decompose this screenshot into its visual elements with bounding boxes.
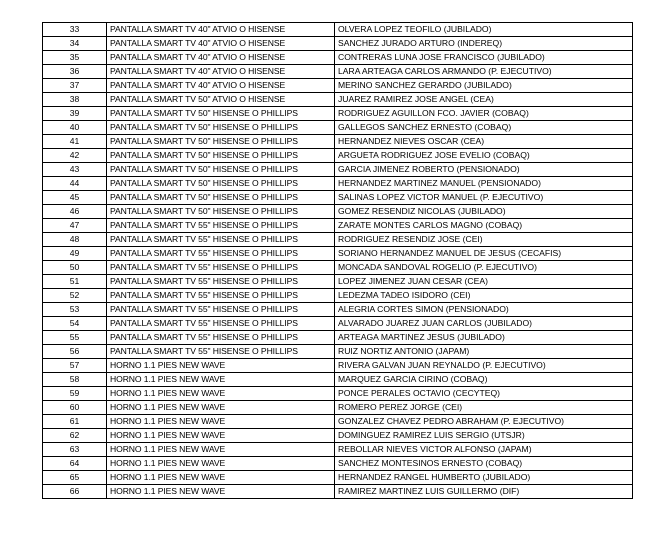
table-row (43, 37, 633, 51)
recipient-name-cell: GOMEZ RESENDIZ NICOLAS (JUBILADO) (335, 205, 633, 219)
table-row (43, 303, 633, 317)
item-description-cell: PANTALLA SMART TV 50" HISENSE O PHILLIPS (107, 121, 335, 135)
row-number-cell: 45 (43, 191, 107, 205)
recipient-name-cell: SANCHEZ JURADO ARTURO (INDEREQ) (335, 37, 633, 51)
item-description-cell: PANTALLA SMART TV 50" ATVIO O HISENSE (107, 93, 335, 107)
item-description-cell: PANTALLA SMART TV 55" HISENSE O PHILLIPS (107, 261, 335, 275)
recipient-name-cell: DOMINGUEZ RAMIREZ LUIS SERGIO (UTSJR) (335, 429, 633, 443)
item-description-cell: PANTALLA SMART TV 50" HISENSE O PHILLIPS (107, 163, 335, 177)
recipient-name-cell: ARGUETA RODRIGUEZ JOSE EVELIO (COBAQ) (335, 149, 633, 163)
recipient-name-cell: ROMERO PEREZ JORGE (CEI) (335, 401, 633, 415)
row-number-cell: 61 (43, 415, 107, 429)
row-number-cell: 33 (43, 23, 107, 37)
table-row (43, 485, 633, 499)
table-row (43, 373, 633, 387)
table-row (43, 387, 633, 401)
row-number-cell: 66 (43, 485, 107, 499)
row-number-cell: 60 (43, 401, 107, 415)
row-number-cell: 55 (43, 331, 107, 345)
table-row (43, 331, 633, 345)
item-description-cell: HORNO 1.1 PIES NEW WAVE (107, 485, 335, 499)
item-description-cell: HORNO 1.1 PIES NEW WAVE (107, 415, 335, 429)
item-description-cell: PANTALLA SMART TV 40" ATVIO O HISENSE (107, 65, 335, 79)
row-number-cell: 41 (43, 135, 107, 149)
row-number-cell: 37 (43, 79, 107, 93)
table-row (43, 457, 633, 471)
row-number-cell: 54 (43, 317, 107, 331)
table-row (43, 107, 633, 121)
table-row (43, 415, 633, 429)
table-row (43, 443, 633, 457)
table-body (43, 23, 633, 499)
item-description-cell: PANTALLA SMART TV 50" HISENSE O PHILLIPS (107, 107, 335, 121)
recipient-name-cell: RIVERA GALVAN JUAN REYNALDO (P. EJECUTIVO) (335, 359, 633, 373)
recipient-name-cell: LOPEZ JIMENEZ JUAN CESAR (CEA) (335, 275, 633, 289)
row-number-cell: 56 (43, 345, 107, 359)
recipient-name-cell: ALVARADO JUAREZ JUAN CARLOS (JUBILADO) (335, 317, 633, 331)
item-description-cell: HORNO 1.1 PIES NEW WAVE (107, 373, 335, 387)
recipient-name-cell: RAMIREZ MARTINEZ LUIS GUILLERMO (DIF) (335, 485, 633, 499)
row-number-cell: 42 (43, 149, 107, 163)
table-row (43, 401, 633, 415)
table-row (43, 359, 633, 373)
row-number-cell: 51 (43, 275, 107, 289)
row-number-cell: 34 (43, 37, 107, 51)
prize-assignment-table (42, 22, 633, 499)
row-number-cell: 63 (43, 443, 107, 457)
item-description-cell: PANTALLA SMART TV 55" HISENSE O PHILLIPS (107, 317, 335, 331)
table-row (43, 23, 633, 37)
recipient-name-cell: PONCE PERALES OCTAVIO (CECYTEQ) (335, 387, 633, 401)
item-description-cell: PANTALLA SMART TV 40" ATVIO O HISENSE (107, 51, 335, 65)
item-description-cell: PANTALLA SMART TV 40" ATVIO O HISENSE (107, 79, 335, 93)
recipient-name-cell: LEDEZMA TADEO ISIDORO (CEI) (335, 289, 633, 303)
row-number-cell: 40 (43, 121, 107, 135)
item-description-cell: HORNO 1.1 PIES NEW WAVE (107, 429, 335, 443)
item-description-cell: HORNO 1.1 PIES NEW WAVE (107, 387, 335, 401)
table-row (43, 121, 633, 135)
row-number-cell: 64 (43, 457, 107, 471)
row-number-cell: 46 (43, 205, 107, 219)
item-description-cell: PANTALLA SMART TV 55" HISENSE O PHILLIPS (107, 219, 335, 233)
table-row (43, 289, 633, 303)
table-row (43, 205, 633, 219)
table-row (43, 261, 633, 275)
table-row (43, 149, 633, 163)
recipient-name-cell: RUIZ NORTIZ ANTONIO (JAPAM) (335, 345, 633, 359)
item-description-cell: PANTALLA SMART TV 55" HISENSE O PHILLIPS (107, 289, 335, 303)
table-row (43, 233, 633, 247)
table-row (43, 471, 633, 485)
recipient-name-cell: REBOLLAR NIEVES VICTOR ALFONSO (JAPAM) (335, 443, 633, 457)
row-number-cell: 65 (43, 471, 107, 485)
item-description-cell: PANTALLA SMART TV 55" HISENSE O PHILLIPS (107, 345, 335, 359)
row-number-cell: 52 (43, 289, 107, 303)
row-number-cell: 47 (43, 219, 107, 233)
table-row (43, 247, 633, 261)
recipient-name-cell: RODRIGUEZ RESENDIZ JOSE (CEI) (335, 233, 633, 247)
table-row (43, 135, 633, 149)
table-row (43, 65, 633, 79)
table-row (43, 345, 633, 359)
table-row (43, 93, 633, 107)
row-number-cell: 43 (43, 163, 107, 177)
recipient-name-cell: SORIANO HERNANDEZ MANUEL DE JESUS (CECAFIS) (335, 247, 633, 261)
item-description-cell: HORNO 1.1 PIES NEW WAVE (107, 471, 335, 485)
row-number-cell: 39 (43, 107, 107, 121)
item-description-cell: HORNO 1.1 PIES NEW WAVE (107, 359, 335, 373)
item-description-cell: HORNO 1.1 PIES NEW WAVE (107, 401, 335, 415)
recipient-name-cell: HERNANDEZ MARTINEZ MANUEL (PENSIONADO) (335, 177, 633, 191)
recipient-name-cell: ARTEAGA MARTINEZ JESUS (JUBILADO) (335, 331, 633, 345)
item-description-cell: PANTALLA SMART TV 40" ATVIO O HISENSE (107, 37, 335, 51)
item-description-cell: PANTALLA SMART TV 50" HISENSE O PHILLIPS (107, 177, 335, 191)
recipient-name-cell: ZARATE MONTES CARLOS MAGNO (COBAQ) (335, 219, 633, 233)
recipient-name-cell: LARA ARTEAGA CARLOS ARMANDO (P. EJECUTIVO) (335, 65, 633, 79)
item-description-cell: HORNO 1.1 PIES NEW WAVE (107, 443, 335, 457)
item-description-cell: PANTALLA SMART TV 55" HISENSE O PHILLIPS (107, 303, 335, 317)
row-number-cell: 59 (43, 387, 107, 401)
table-row (43, 275, 633, 289)
recipient-name-cell: HERNANDEZ RANGEL HUMBERTO (JUBILADO) (335, 471, 633, 485)
row-number-cell: 53 (43, 303, 107, 317)
recipient-name-cell: MERINO SANCHEZ GERARDO (JUBILADO) (335, 79, 633, 93)
recipient-name-cell: SANCHEZ MONTESINOS ERNESTO (COBAQ) (335, 457, 633, 471)
recipient-name-cell: GARCIA JIMENEZ ROBERTO (PENSIONADO) (335, 163, 633, 177)
recipient-name-cell: OLVERA LOPEZ TEOFILO (JUBILADO) (335, 23, 633, 37)
recipient-name-cell: JUAREZ RAMIREZ JOSE ANGEL (CEA) (335, 93, 633, 107)
recipient-name-cell: GONZALEZ CHAVEZ PEDRO ABRAHAM (P. EJECUTIVO) (335, 415, 633, 429)
row-number-cell: 44 (43, 177, 107, 191)
item-description-cell: PANTALLA SMART TV 55" HISENSE O PHILLIPS (107, 247, 335, 261)
recipient-name-cell: MONCADA SANDOVAL ROGELIO (P. EJECUTIVO) (335, 261, 633, 275)
item-description-cell: PANTALLA SMART TV 55" HISENSE O PHILLIPS (107, 331, 335, 345)
table-row (43, 79, 633, 93)
item-description-cell: PANTALLA SMART TV 50" HISENSE O PHILLIPS (107, 135, 335, 149)
recipient-name-cell: SALINAS LOPEZ VICTOR MANUEL (P. EJECUTIVO) (335, 191, 633, 205)
row-number-cell: 38 (43, 93, 107, 107)
item-description-cell: PANTALLA SMART TV 50" HISENSE O PHILLIPS (107, 149, 335, 163)
item-description-cell: PANTALLA SMART TV 55" HISENSE O PHILLIPS (107, 233, 335, 247)
item-description-cell: PANTALLA SMART TV 50" HISENSE O PHILLIPS (107, 191, 335, 205)
item-description-cell: PANTALLA SMART TV 55" HISENSE O PHILLIPS (107, 275, 335, 289)
table-row (43, 177, 633, 191)
row-number-cell: 62 (43, 429, 107, 443)
item-description-cell: PANTALLA SMART TV 40" ATVIO O HISENSE (107, 23, 335, 37)
row-number-cell: 58 (43, 373, 107, 387)
table-row (43, 317, 633, 331)
row-number-cell: 48 (43, 233, 107, 247)
row-number-cell: 35 (43, 51, 107, 65)
table-row (43, 51, 633, 65)
table-row (43, 163, 633, 177)
row-number-cell: 49 (43, 247, 107, 261)
recipient-name-cell: MARQUEZ GARCIA CIRINO (COBAQ) (335, 373, 633, 387)
row-number-cell: 36 (43, 65, 107, 79)
row-number-cell: 57 (43, 359, 107, 373)
recipient-name-cell: CONTRERAS LUNA JOSE FRANCISCO (JUBILADO) (335, 51, 633, 65)
item-description-cell: HORNO 1.1 PIES NEW WAVE (107, 457, 335, 471)
recipient-name-cell: RODRIGUEZ AGUILLON FCO. JAVIER (COBAQ) (335, 107, 633, 121)
table-row (43, 191, 633, 205)
table-row (43, 219, 633, 233)
item-description-cell: PANTALLA SMART TV 50" HISENSE O PHILLIPS (107, 205, 335, 219)
recipient-name-cell: ALEGRIA CORTES SIMON (PENSIONADO) (335, 303, 633, 317)
table-row (43, 429, 633, 443)
recipient-name-cell: GALLEGOS SANCHEZ ERNESTO (COBAQ) (335, 121, 633, 135)
recipient-name-cell: HERNANDEZ NIEVES OSCAR (CEA) (335, 135, 633, 149)
row-number-cell: 50 (43, 261, 107, 275)
